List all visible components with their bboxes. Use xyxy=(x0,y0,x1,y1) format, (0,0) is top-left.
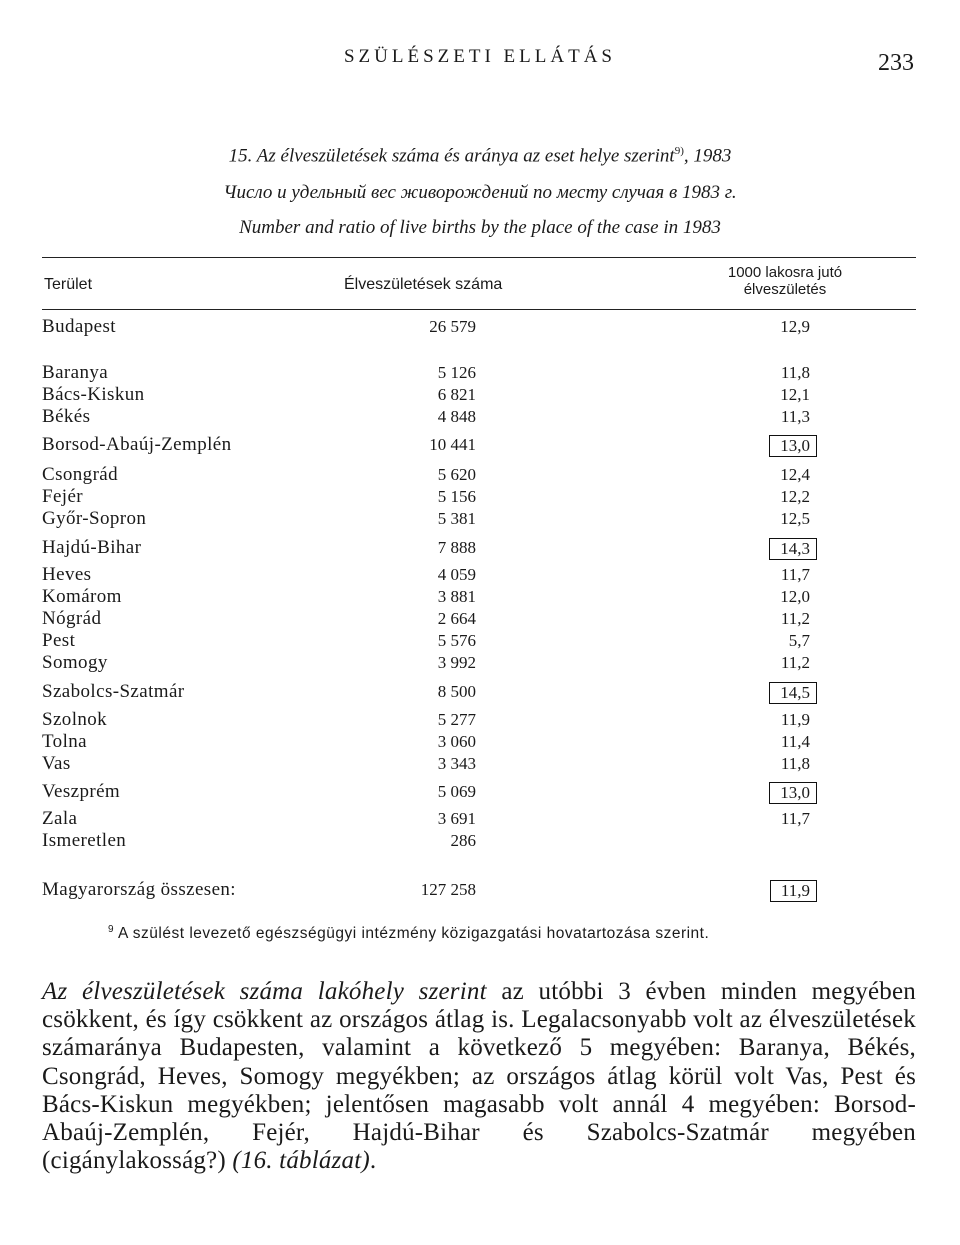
row-region: Magyarország összesen: xyxy=(42,879,236,900)
row-ratio-boxed: 13,0 xyxy=(769,782,817,804)
row-region: Hajdú-Bihar xyxy=(42,537,142,558)
table-row xyxy=(42,652,916,674)
table-row-total xyxy=(42,879,916,901)
paragraph-body: az utóbbi 3 évben minden megyében csökkent, és így csökkent az országos átlag is. Legalacsonyabb volt az élveszületések számaránya Budapesten, valamint a következő 5 megyében: Baranya, Békés, Csongrád, Heves, Somogy megyékben; az országos átlag körül volt Vas, Pest és Bács-Kiskun megyékben; jelentősen magasabb volt annál 4 megyében: Borsod-Abaúj-Zemplén, Fejér, Hajdú-Bihar és Szabolcs-Szatmár megyében (cigánylakosság?) xyxy=(42,978,916,1175)
page-number: 233 xyxy=(878,50,914,76)
row-region: Budapest xyxy=(42,316,116,337)
row-births: 2 664 xyxy=(437,609,476,628)
table-row xyxy=(42,681,916,703)
row-region: Győr-Sopron xyxy=(42,508,147,529)
row-births: 5 069 xyxy=(437,782,476,801)
table-row xyxy=(42,753,916,775)
row-births: 4 059 xyxy=(437,565,476,584)
row-ratio: 11,8 xyxy=(780,363,810,382)
row-births: 10 441 xyxy=(429,435,476,454)
row-births: 8 500 xyxy=(437,682,476,701)
table-row xyxy=(42,630,916,652)
column-header-ratio-line2: élveszületés xyxy=(743,281,827,298)
paragraph-tail: . xyxy=(369,1147,377,1175)
table-row xyxy=(42,709,916,731)
row-region: Veszprém xyxy=(42,781,121,802)
running-head: SZÜLÉSZETI ELLÁTÁS xyxy=(343,46,616,67)
row-births: 5 576 xyxy=(437,631,476,650)
paragraph-lead: Az élveszületések száma lakóhely szerint xyxy=(42,978,487,1005)
row-ratio: 11,4 xyxy=(780,732,810,751)
table-caption-english: Number and ratio of live births by the place of the case in 1983 xyxy=(239,217,721,238)
row-births: 286 xyxy=(450,831,476,850)
row-region: Heves xyxy=(42,564,92,585)
row-ratio: 12,0 xyxy=(780,587,810,606)
row-ratio: 11,2 xyxy=(780,653,810,672)
row-region: Szabolcs-Szatmár xyxy=(42,681,185,702)
row-region: Csongrád xyxy=(42,464,119,485)
row-region: Ismeretlen xyxy=(42,830,127,851)
caption-year: , 1983 xyxy=(683,145,732,167)
table-row xyxy=(42,316,916,338)
row-ratio: 12,4 xyxy=(780,465,810,484)
row-ratio: 11,7 xyxy=(780,809,810,828)
table-row xyxy=(42,384,916,406)
row-births: 5 620 xyxy=(437,465,476,484)
table-row xyxy=(42,362,916,384)
body-paragraph xyxy=(42,978,916,1175)
row-ratio-boxed: 14,5 xyxy=(769,682,817,704)
row-region: Komárom xyxy=(42,586,122,607)
footnote-marker: 9 xyxy=(108,924,115,935)
row-region: Fejér xyxy=(42,486,84,507)
row-ratio: 11,2 xyxy=(780,609,810,628)
row-ratio: 11,3 xyxy=(780,407,810,426)
row-births: 3 992 xyxy=(437,653,476,672)
paragraph-table-ref: (16. táblázat) xyxy=(232,1147,370,1175)
row-births: 7 888 xyxy=(437,538,476,557)
row-births: 4 848 xyxy=(437,407,476,426)
row-births: 5 156 xyxy=(437,487,476,506)
table-row xyxy=(42,434,916,456)
column-header-births: Élveszületések száma xyxy=(344,276,503,293)
row-births: 3 881 xyxy=(437,587,476,606)
row-births: 3 060 xyxy=(437,732,476,751)
table-row xyxy=(42,731,916,753)
row-births: 3 691 xyxy=(437,809,476,828)
table-row xyxy=(42,537,916,559)
row-ratio: 11,8 xyxy=(780,754,810,773)
row-births: 5 381 xyxy=(437,509,476,528)
row-ratio-boxed: 13,0 xyxy=(769,435,817,457)
row-region: Tolna xyxy=(42,731,87,752)
row-births: 127 258 xyxy=(420,880,476,899)
row-births: 26 579 xyxy=(429,317,476,336)
table-row xyxy=(42,781,916,803)
row-births: 5 277 xyxy=(437,710,476,729)
table-caption-russian: Число и удельный вес живорождений по месту случая в 1983 г. xyxy=(223,182,737,203)
caption-footnote-ref: 9) xyxy=(674,145,684,157)
footnote xyxy=(108,924,709,943)
row-ratio: 12,9 xyxy=(780,317,810,336)
row-region: Baranya xyxy=(42,362,109,383)
row-region: Pest xyxy=(42,630,76,651)
table-caption-hungarian xyxy=(0,145,960,167)
table-row xyxy=(42,608,916,630)
row-ratio-boxed: 14,3 xyxy=(769,538,817,560)
row-ratio: 5,7 xyxy=(788,631,810,650)
table-top-rule xyxy=(42,257,916,258)
table-row xyxy=(42,564,916,586)
column-header-region: Terület xyxy=(44,276,93,293)
row-region: Zala xyxy=(42,808,78,829)
row-ratio: 12,5 xyxy=(780,509,810,528)
table-number: 15. xyxy=(228,145,253,167)
row-region: Békés xyxy=(42,406,91,427)
row-region: Szolnok xyxy=(42,709,108,730)
table-row xyxy=(42,464,916,486)
row-region: Bács-Kiskun xyxy=(42,384,145,405)
row-births: 3 343 xyxy=(437,754,476,773)
row-region: Borsod-Abaúj-Zemplén xyxy=(42,434,232,455)
table-row xyxy=(42,830,916,852)
footnote-text: A szülést levezető egészségügyi intézmény közigazgatási hovatartozása szerint. xyxy=(118,925,710,943)
column-header-ratio xyxy=(680,264,890,298)
row-births: 5 126 xyxy=(437,363,476,382)
table-row xyxy=(42,406,916,428)
row-region: Nógrád xyxy=(42,608,102,629)
caption-hungarian-text: Az élveszületések száma és aránya az eset helye szerint xyxy=(256,145,675,167)
column-header-ratio-line1: 1000 lakosra jutó xyxy=(727,264,843,281)
row-births: 6 821 xyxy=(437,385,476,404)
table-row xyxy=(42,486,916,508)
row-ratio: 11,7 xyxy=(780,565,810,584)
row-ratio: 12,2 xyxy=(780,487,810,506)
row-ratio: 11,9 xyxy=(780,710,810,729)
table-row xyxy=(42,808,916,830)
table-row xyxy=(42,508,916,530)
table-row xyxy=(42,586,916,608)
row-region: Somogy xyxy=(42,652,108,673)
row-ratio-boxed: 11,9 xyxy=(770,880,817,902)
table-header-rule xyxy=(42,309,916,310)
row-region: Vas xyxy=(42,753,71,774)
row-ratio: 12,1 xyxy=(780,385,810,404)
